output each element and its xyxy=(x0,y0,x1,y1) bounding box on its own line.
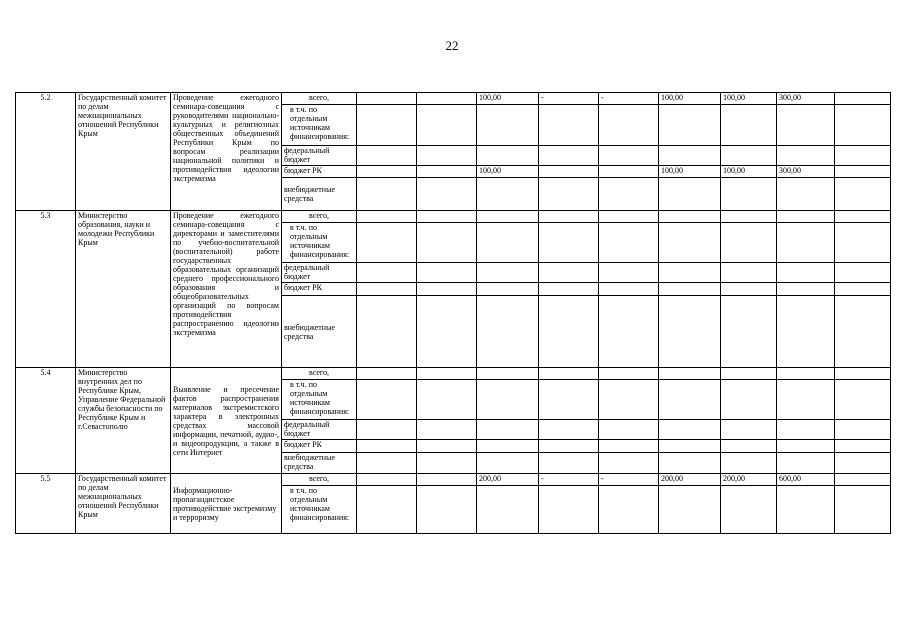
program-table xyxy=(15,92,891,534)
fin-source-total: всего, xyxy=(282,368,357,380)
table-row xyxy=(16,474,891,486)
row-number: 5.4 xyxy=(16,368,76,474)
page-number: 22 xyxy=(445,38,459,53)
event-cell: Проведение ежегодного семинара-совещания с руководителями национально-культурных и религиозных общественных объединений Республики Крым по вопросам реализации национальной политики и противодействия идеологии экстремизма xyxy=(171,93,282,211)
fin-source-federal: федеральный бюджет xyxy=(282,146,357,166)
fin-source-breakdown: в т.ч. по отдельным источникам финансирования: xyxy=(282,223,357,263)
fin-source-extrabudget: внебюджетные средства xyxy=(282,453,357,474)
table-row xyxy=(16,93,891,105)
row-number: 5.5 xyxy=(16,474,76,534)
fin-source-rk: бюджет РК xyxy=(282,440,357,453)
table-row xyxy=(16,368,891,380)
executor-cell: Министерство внутренних дел по Республике Крым, Управление Федеральной службы безопасности по Республике Крым и г.Севастополю xyxy=(76,368,171,474)
fin-source-federal: федеральный бюджет xyxy=(282,263,357,283)
value-cell: 100,00 xyxy=(721,166,777,178)
value-cell: 300,00 xyxy=(777,93,835,105)
fin-source-breakdown: в т.ч. по отдельным источникам финансирования: xyxy=(282,486,357,534)
fin-source-breakdown: в т.ч. по отдельным источникам финансирования: xyxy=(282,105,357,146)
fin-source-extrabudget: внебюджетные средства xyxy=(282,296,357,368)
dash-cell: - xyxy=(539,474,599,486)
value-cell: 300,00 xyxy=(777,166,835,178)
value-cell: 100,00 xyxy=(659,93,721,105)
event-cell: Информационно-пропагандистское противодействие экстремизму и терроризму xyxy=(171,474,282,534)
value-cell: 200,00 xyxy=(659,474,721,486)
fin-source-total: всего, xyxy=(282,211,357,223)
dash-cell: - xyxy=(599,474,659,486)
value-cell: 100,00 xyxy=(721,93,777,105)
value-cell: 100,00 xyxy=(477,166,539,178)
value-cell: 200,00 xyxy=(721,474,777,486)
value-cell: 600,00 xyxy=(777,474,835,486)
value-cell: 100,00 xyxy=(477,93,539,105)
fin-source-extrabudget: внебюджетные средства xyxy=(282,178,357,211)
fin-source-rk: бюджет РК xyxy=(282,166,357,178)
value-cell: 200,00 xyxy=(477,474,539,486)
fin-source-total: всего, xyxy=(282,474,357,486)
event-cell: Выявление и пресечение фактов распространения материалов экстремистского характера в электронных средствах массовой информации, печатной, аудио-, и видеопродукции, а также в сети Интернет xyxy=(171,368,282,474)
row-number: 5.2 xyxy=(16,93,76,211)
executor-cell: Государственный комитет по делам межнациональных отношений Республики Крым xyxy=(76,93,171,211)
row-number: 5.3 xyxy=(16,211,76,368)
executor-cell: Министерство образования, науки и молодежи Республики Крым xyxy=(76,211,171,368)
dash-cell: - xyxy=(599,93,659,105)
dash-cell: - xyxy=(539,93,599,105)
executor-cell: Государственный комитет по делам межнациональных отношений Республики Крым xyxy=(76,474,171,534)
value-cell: 100,00 xyxy=(659,166,721,178)
fin-source-rk: бюджет РК xyxy=(282,283,357,296)
fin-source-breakdown: в т.ч. по отдельным источникам финансирования: xyxy=(282,380,357,420)
table-row xyxy=(16,211,891,223)
fin-source-total: всего, xyxy=(282,93,357,105)
fin-source-federal: федеральный бюджет xyxy=(282,420,357,440)
event-cell: Проведение ежегодного семинара-совещания с директорами и заместителями по учебно-воспитательной (воспитательной) работе государственных образовательных организаций среднего профессионального образования и общеобразовательных организаций по вопросам противодействия распространению идеологии экстремизма xyxy=(171,211,282,368)
